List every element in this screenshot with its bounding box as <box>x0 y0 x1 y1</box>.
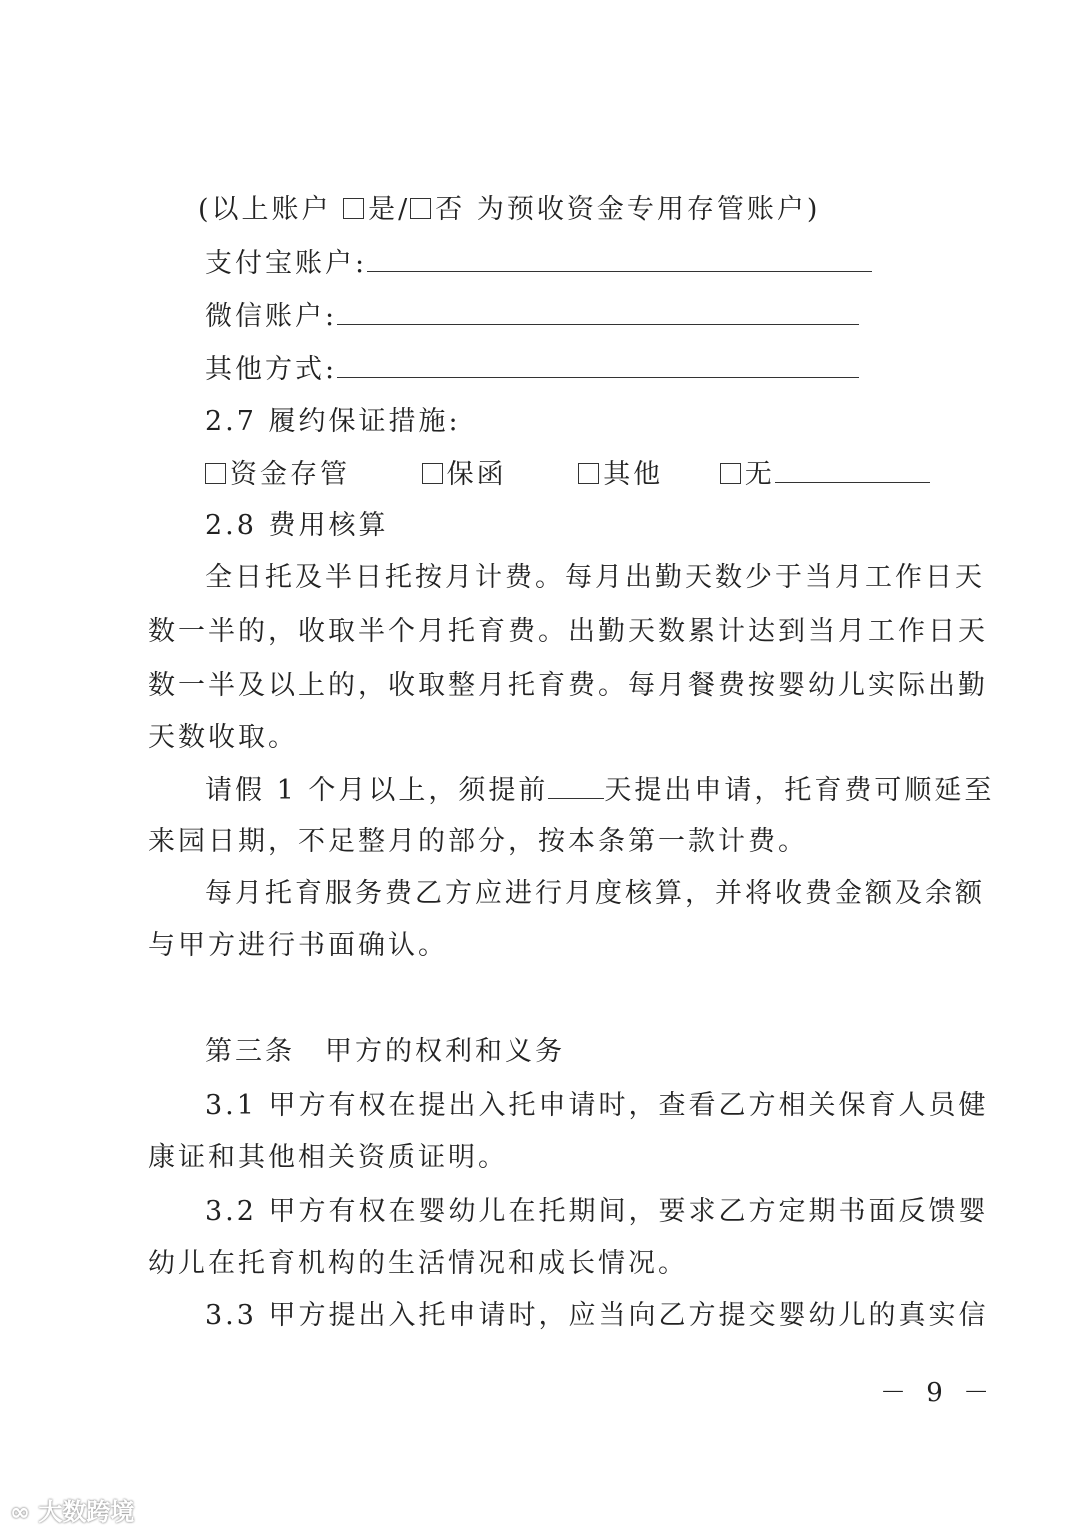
paragraph-line: 每月托育服务费乙方应进行月度核算，并将收费金额及余额 <box>205 878 985 909</box>
guarantee-options <box>205 456 930 493</box>
days-blank[interactable] <box>548 772 604 799</box>
paragraph-line: 3.3 甲方提出入托申请时，应当向乙方提交婴幼儿的真实信 <box>205 1300 989 1331</box>
paragraph-line: 来园日期，不足整月的部分，按本条第一款计费。 <box>148 826 808 857</box>
section-2-8-heading: 2.8 费用核算 <box>205 510 389 541</box>
paragraph-line: 3.2 甲方有权在婴幼儿在托期间，要求乙方定期书面反馈婴 <box>205 1196 989 1227</box>
none-blank[interactable] <box>775 456 930 483</box>
field-label: 其他方式: <box>205 354 338 385</box>
paragraph-line: 幼儿在托育机构的生活情况和成长情况。 <box>148 1248 688 1279</box>
other-field <box>205 351 859 388</box>
checkbox-guarantee-letter[interactable] <box>422 463 443 484</box>
paragraph-line <box>205 772 994 809</box>
option-label: 资金存管 <box>230 459 350 490</box>
article-3-heading: 第三条 甲方的权利和义务 <box>205 1036 565 1067</box>
paragraph-line: 全日托及半日托按月计费。每月出勤天数少于当月工作日天 <box>205 562 985 593</box>
field-label: 微信账户: <box>205 301 338 332</box>
wechat-blank[interactable] <box>337 298 859 325</box>
yes-label: 是/ <box>368 194 411 225</box>
alipay-field <box>205 245 872 282</box>
checkbox-other[interactable] <box>578 463 599 484</box>
paragraph-line: 天数收取。 <box>148 722 298 753</box>
note-prefix: (以上账户 <box>198 194 344 225</box>
text: 天提出申请，托育费可顺延至 <box>604 775 995 806</box>
other-blank[interactable] <box>337 351 859 378</box>
alipay-blank[interactable] <box>367 245 872 272</box>
option-label: 其他 <box>603 459 664 490</box>
paragraph-line: 数一半的，收取半个月托育费。出勤天数累计达到当月工作日天 <box>148 616 988 647</box>
checkbox-no[interactable] <box>410 198 431 219</box>
watermark-logo: ∞ 大数跨境 <box>10 1498 135 1526</box>
watermark-text: 大数跨境 <box>38 1498 135 1526</box>
paragraph-line: 康证和其他相关资质证明。 <box>148 1142 508 1173</box>
paragraph-line: 数一半及以上的，收取整月托育费。每月餐费按婴幼儿实际出勤 <box>148 670 988 701</box>
paragraph-line: 与甲方进行书面确认。 <box>148 930 448 961</box>
checkbox-yes[interactable] <box>343 198 364 219</box>
field-label: 支付宝账户: <box>205 248 368 279</box>
text: 请假 1 个月以上，须提前 <box>205 775 549 806</box>
checkbox-fund-custody[interactable] <box>205 463 226 484</box>
page-number: － 9 － <box>880 1378 996 1408</box>
wechat-field <box>205 298 859 335</box>
checkbox-none[interactable] <box>720 463 741 484</box>
option-label: 保函 <box>446 459 507 490</box>
no-label: 否 为预收资金专用存管账户) <box>435 194 821 225</box>
account-note <box>198 192 820 228</box>
option-label: 无 <box>744 459 775 490</box>
section-2-7-heading: 2.7 履约保证措施: <box>205 406 461 437</box>
paragraph-line: 3.1 甲方有权在提出入托申请时，查看乙方相关保育人员健 <box>205 1090 989 1121</box>
